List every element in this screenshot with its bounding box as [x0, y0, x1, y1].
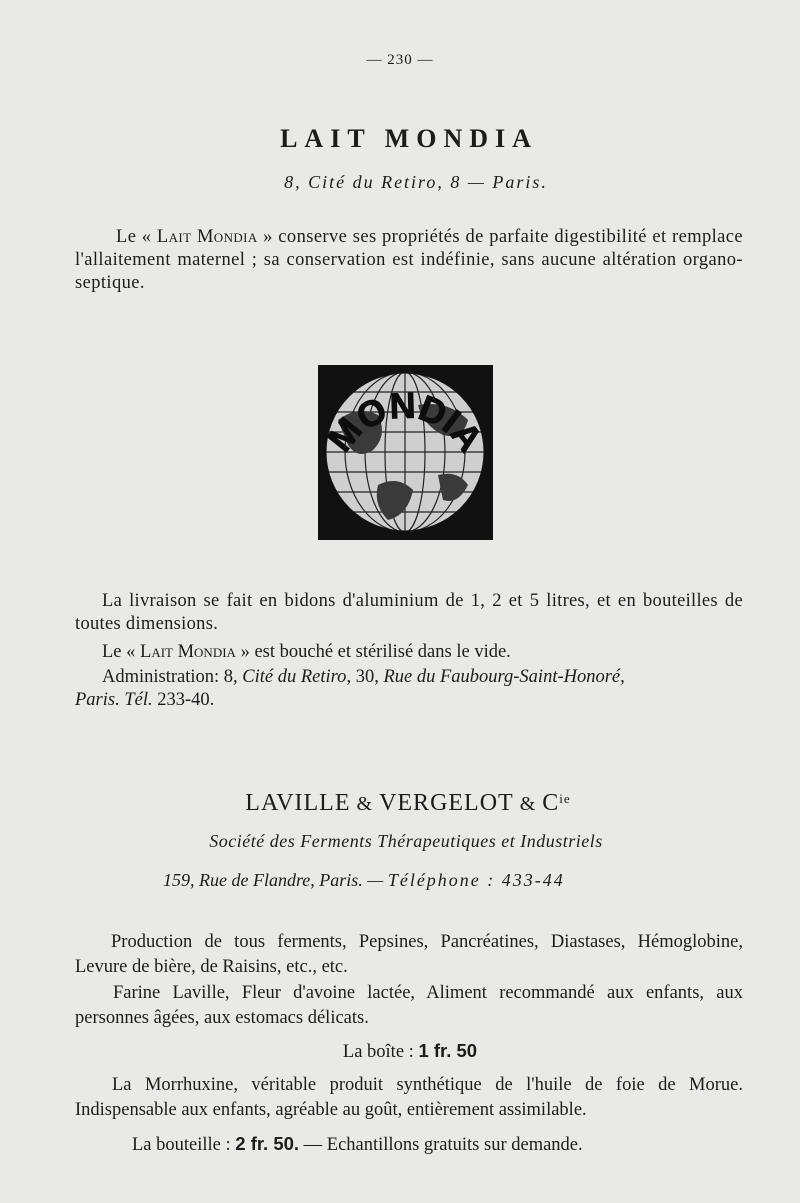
laville-paragraph-2: Farine Laville, Fleur d'avoine lactée, Aliment recommandé aux enfants, aux personnes âgées, aux estomacs délicats.: [75, 983, 743, 1028]
text-fragment: , 30,: [346, 667, 384, 687]
text-fragment: LAVILLE: [245, 790, 351, 816]
price-bottle: [132, 1133, 583, 1156]
laville-subtitle: Société des Ferments Thérapeutiques et Industriels: [209, 831, 603, 851]
telephone: Téléphone : 433-44: [387, 870, 565, 890]
lait-mondia-title: LAIT MONDIA: [280, 124, 538, 153]
price-label: La boîte :: [342, 1042, 419, 1062]
text-fragment: VERGELOT: [379, 790, 514, 816]
lait-mondia-line-3: [102, 642, 511, 663]
text-fragment: » conserve ses propriétés de parfaite digestibilité et remplace l'allaitement maternel ; sa conservation est indéfinie, sans aucune altération organo-septique.: [75, 227, 744, 293]
ampersand: &: [356, 793, 374, 815]
text-fragment: — Echantillons gratuits sur demande.: [299, 1135, 583, 1155]
brand-name: Lait Mondia: [140, 642, 236, 662]
street-name: Cité du Retiro: [242, 667, 347, 687]
lait-mondia-address: 8, Cité du Retiro, 8 — Paris.: [284, 172, 548, 192]
ampersand: &: [519, 793, 537, 815]
globe-icon: [318, 365, 493, 540]
text-fragment: C: [542, 790, 560, 816]
brand-name: Lait Mondia: [156, 227, 258, 247]
text-fragment: Administration: 8,: [102, 667, 243, 687]
mondia-globe-logo: [318, 365, 493, 540]
logo-wordmark: MONDIA: [319, 384, 492, 460]
city-tel: Paris. Tél.: [75, 690, 153, 710]
page-number: — 230 —: [366, 52, 434, 68]
lait-mondia-paragraph-2: La livraison se fait en bidons d'aluminium de 1, 2 et 5 litres, et en bouteilles de toutes dimensions.: [75, 591, 743, 634]
text-fragment: » est bouché et stérilisé dans le vide.: [235, 642, 511, 662]
price-value: 2 fr. 50.: [235, 1133, 300, 1154]
laville-address: [163, 870, 565, 891]
laville-paragraph-1: Production de tous ferments, Pepsines, Pancréatines, Diastases, Hémoglobine, Levure de bière, de Raisins, etc., etc.: [75, 932, 743, 977]
text-fragment: Le «: [116, 227, 157, 247]
price-value: 1 fr. 50: [418, 1040, 478, 1061]
street-name: Rue du Faubourg-Saint-Honoré,: [383, 667, 625, 687]
lait-mondia-paragraph-1: [75, 226, 743, 295]
telephone-number: 233-40.: [152, 690, 215, 710]
laville-vergelot-title: [0, 790, 800, 817]
administration-line: [102, 667, 625, 688]
administration-line-2: [75, 690, 214, 711]
laville-paragraph-3: La Morrhuxine, véritable produit synthétique de l'huile de foie de Morue. Indispensable aux enfants, agréable au goût, entièrement assimilable.: [75, 1075, 743, 1120]
price-label: La bouteille :: [132, 1135, 236, 1155]
text-fragment: Le «: [102, 642, 141, 662]
superscript: ie: [559, 791, 571, 806]
text-fragment: 159, Rue de Flandre, Paris. —: [163, 870, 388, 890]
price-box: [0, 1040, 800, 1063]
